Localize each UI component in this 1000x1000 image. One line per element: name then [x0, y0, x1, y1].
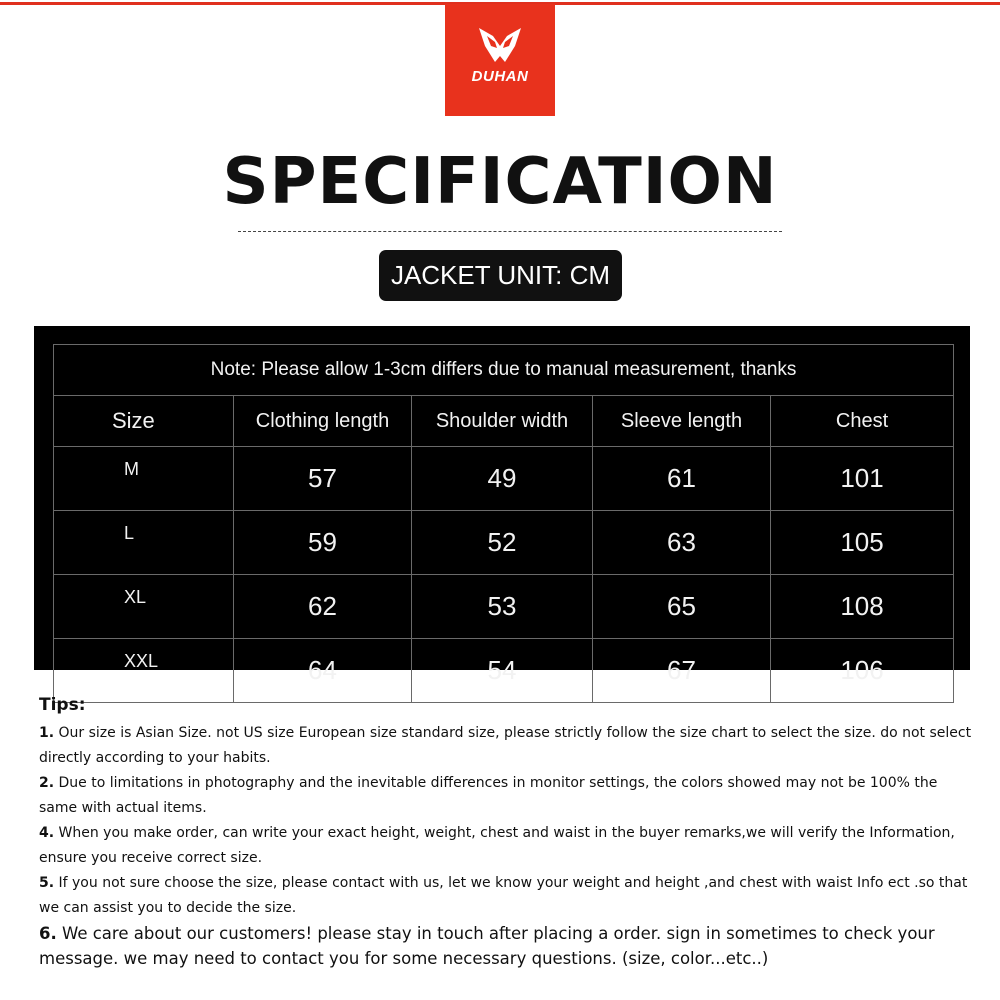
tip-text: We care about our customers! please stay in touch after placing a order. sign in sometimes to check your message. we may need to contact you for some necessary questions. (size, color...etc..)	[39, 924, 935, 968]
tips-heading: Tips:	[39, 695, 86, 715]
clothing-length-cell: 59	[234, 511, 412, 575]
shoulder-width-cell: 49	[412, 447, 593, 511]
tip-number: 6.	[39, 924, 57, 943]
size-chart-table	[53, 344, 954, 703]
header-row	[54, 396, 954, 447]
table-row	[54, 575, 954, 639]
brand-name: DUHAN	[471, 68, 529, 85]
table-row	[54, 639, 954, 703]
chest-cell: 101	[771, 447, 954, 511]
fox-mask-icon	[477, 26, 523, 66]
size-cell: XL	[54, 575, 234, 639]
clothing-length-cell: 62	[234, 575, 412, 639]
measurement-note: Note: Please allow 1-3cm differs due to manual measurement, thanks	[54, 345, 954, 396]
sleeve-length-cell: 61	[593, 447, 771, 511]
table-row	[54, 511, 954, 575]
size-chart-panel	[34, 326, 970, 685]
column-header-shoulder-width: Shoulder width	[412, 396, 593, 447]
sleeve-length-cell: 65	[593, 575, 771, 639]
table-row	[54, 447, 954, 511]
clothing-length-cell: 57	[234, 447, 412, 511]
sleeve-length-cell: 63	[593, 511, 771, 575]
dashed-divider	[238, 231, 782, 232]
chest-cell: 108	[771, 575, 954, 639]
note-row	[54, 345, 954, 396]
tip-text: If you not sure choose the size, please contact with us, let we know your weight and height ,and chest with waist Info ect .so that we can assist you to decide the size.	[39, 875, 968, 916]
size-cell: M	[54, 447, 234, 511]
chest-cell: 106	[771, 639, 954, 703]
tip-item	[39, 921, 974, 971]
shoulder-width-cell: 53	[412, 575, 593, 639]
tip-text: Due to limitations in photography and the inevitable differences in monitor settings, the colors showed may not be 100% the same with actual items.	[39, 775, 938, 816]
tip-number: 1.	[39, 725, 55, 741]
column-header-clothing-length: Clothing length	[234, 396, 412, 447]
tip-item	[39, 821, 974, 871]
unit-badge: JACKET UNIT: CM	[379, 250, 622, 301]
tip-item	[39, 771, 974, 821]
shoulder-width-cell: 52	[412, 511, 593, 575]
column-header-chest: Chest	[771, 396, 954, 447]
sleeve-length-cell: 67	[593, 639, 771, 703]
size-cell: XXL	[54, 639, 234, 703]
column-header-size: Size	[54, 396, 234, 447]
chest-cell: 105	[771, 511, 954, 575]
column-header-sleeve-length: Sleeve length	[593, 396, 771, 447]
clothing-length-cell: 64	[234, 639, 412, 703]
tip-text: Our size is Asian Size. not US size European size standard size, please strictly follow the size chart to select the size. do not select directly according to your habits.	[39, 725, 972, 766]
tip-item	[39, 721, 974, 771]
size-cell: L	[54, 511, 234, 575]
tip-number: 4.	[39, 825, 55, 841]
tips-section	[39, 695, 974, 971]
page-title: SPECIFICATION	[222, 145, 778, 219]
brand-logo	[445, 4, 555, 116]
tip-item	[39, 871, 974, 921]
shoulder-width-cell: 54	[412, 639, 593, 703]
tip-number: 2.	[39, 775, 55, 791]
tip-text: When you make order, can write your exact height, weight, chest and waist in the buyer remarks,we will verify the Information, ensure you receive correct size.	[39, 825, 955, 866]
tip-number: 5.	[39, 875, 55, 891]
